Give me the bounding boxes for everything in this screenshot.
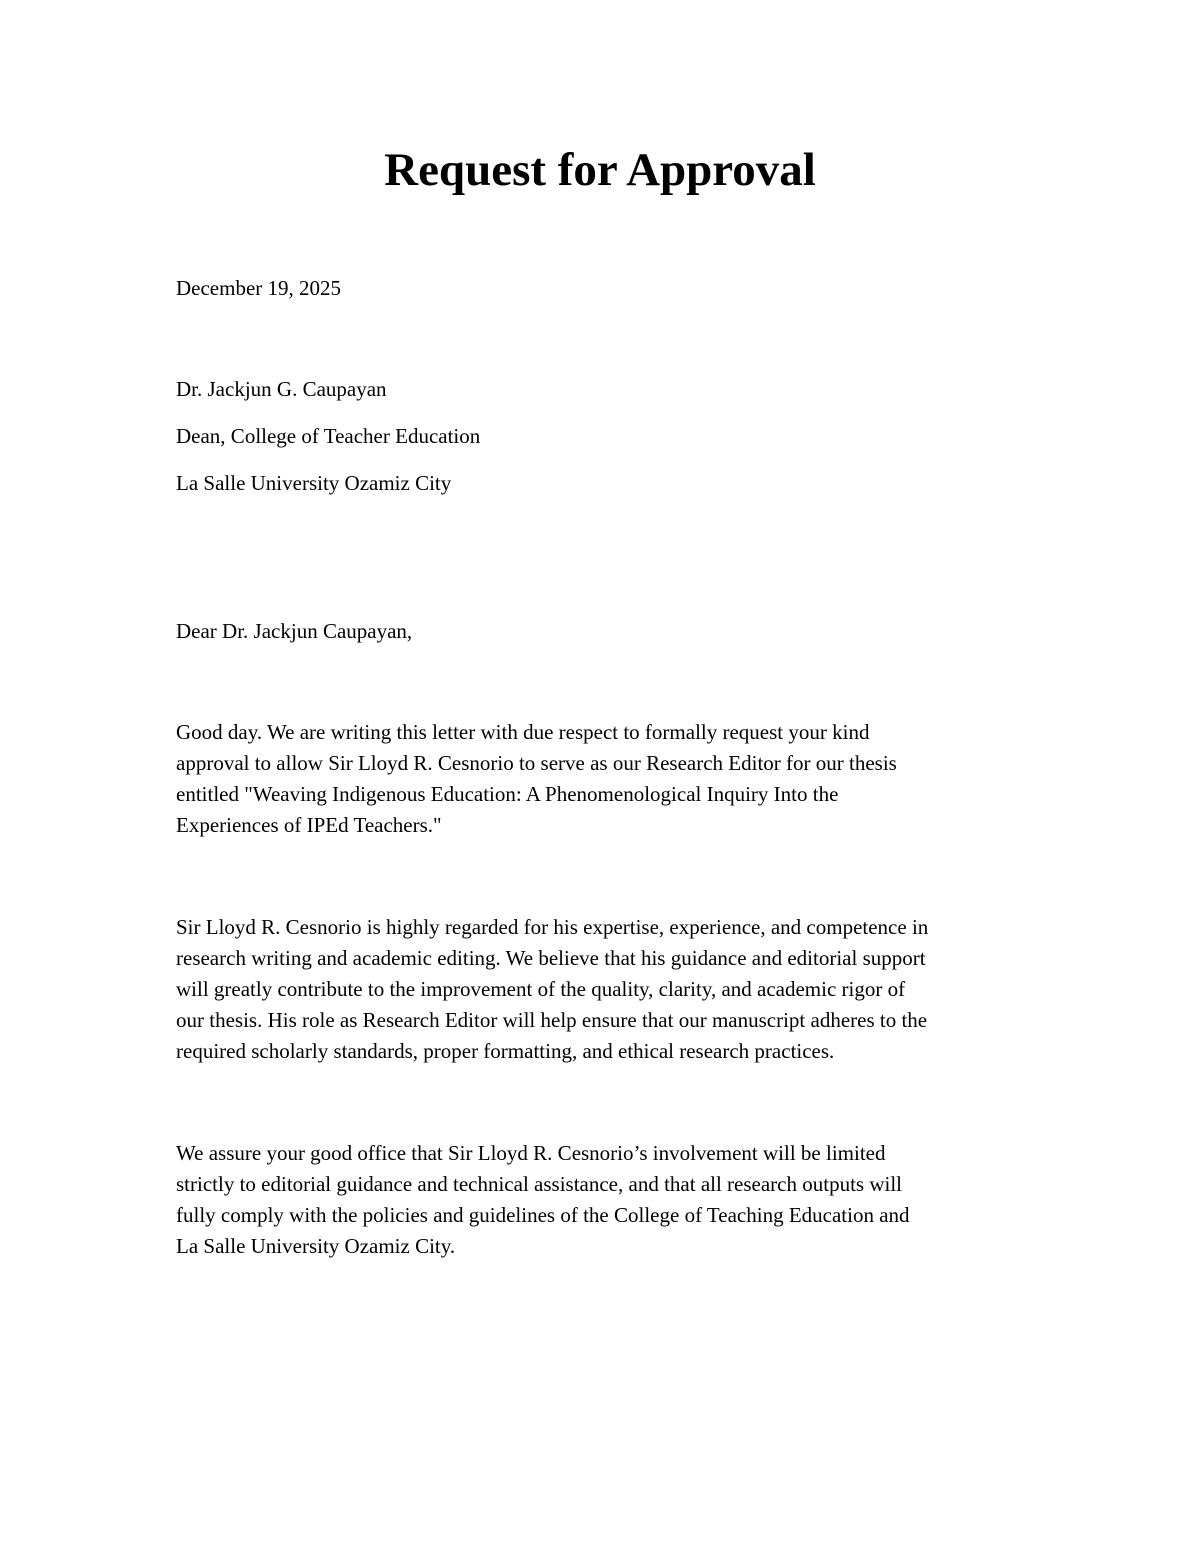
paragraph-line: research writing and academic editing. We believe that his guidance and editorial support xyxy=(176,946,926,970)
paragraph-line: Sir Lloyd R. Cesnorio is highly regarded for his expertise, experience, and competence in xyxy=(176,915,929,939)
paragraph-line: fully comply with the policies and guidelines of the College of Teaching Education and xyxy=(176,1203,910,1227)
paragraph-line: will greatly contribute to the improvement of the quality, clarity, and academic rigor of xyxy=(176,977,906,1001)
paragraph-line: We assure your good office that Sir Lloyd R. Cesnorio’s involvement will be limited xyxy=(176,1141,886,1165)
recipient-institution: La Salle University Ozamiz City xyxy=(176,471,452,495)
paragraph-line: strictly to editorial guidance and technical assistance, and that all research outputs will xyxy=(176,1172,903,1196)
recipient-name: Dr. Jackjun G. Caupayan xyxy=(176,377,387,401)
letter-title: Request for Approval xyxy=(384,144,816,196)
paragraph-line: required scholarly standards, proper formatting, and ethical research practices. xyxy=(176,1039,835,1063)
recipient-position: Dean, College of Teacher Education xyxy=(176,424,481,448)
body-paragraph-3 xyxy=(176,1138,1036,1262)
paragraph-line: La Salle University Ozamiz City. xyxy=(176,1234,456,1258)
body-paragraph-2 xyxy=(176,912,1036,1067)
paragraph-line: Experiences of IPEd Teachers." xyxy=(176,813,442,837)
salutation: Dear Dr. Jackjun Caupayan, xyxy=(176,619,413,643)
paragraph-line: approval to allow Sir Lloyd R. Cesnorio to serve as our Research Editor for our thesis xyxy=(176,751,897,775)
letter-date: December 19, 2025 xyxy=(176,276,342,300)
paragraph-line: entitled "Weaving Indigenous Education: A Phenomenological Inquiry Into the xyxy=(176,782,839,806)
paragraph-line: Good day. We are writing this letter with due respect to formally request your kind xyxy=(176,720,870,744)
body-paragraph-1 xyxy=(176,717,1036,841)
paragraph-line: our thesis. His role as Research Editor will help ensure that our manuscript adheres to the xyxy=(176,1008,928,1032)
